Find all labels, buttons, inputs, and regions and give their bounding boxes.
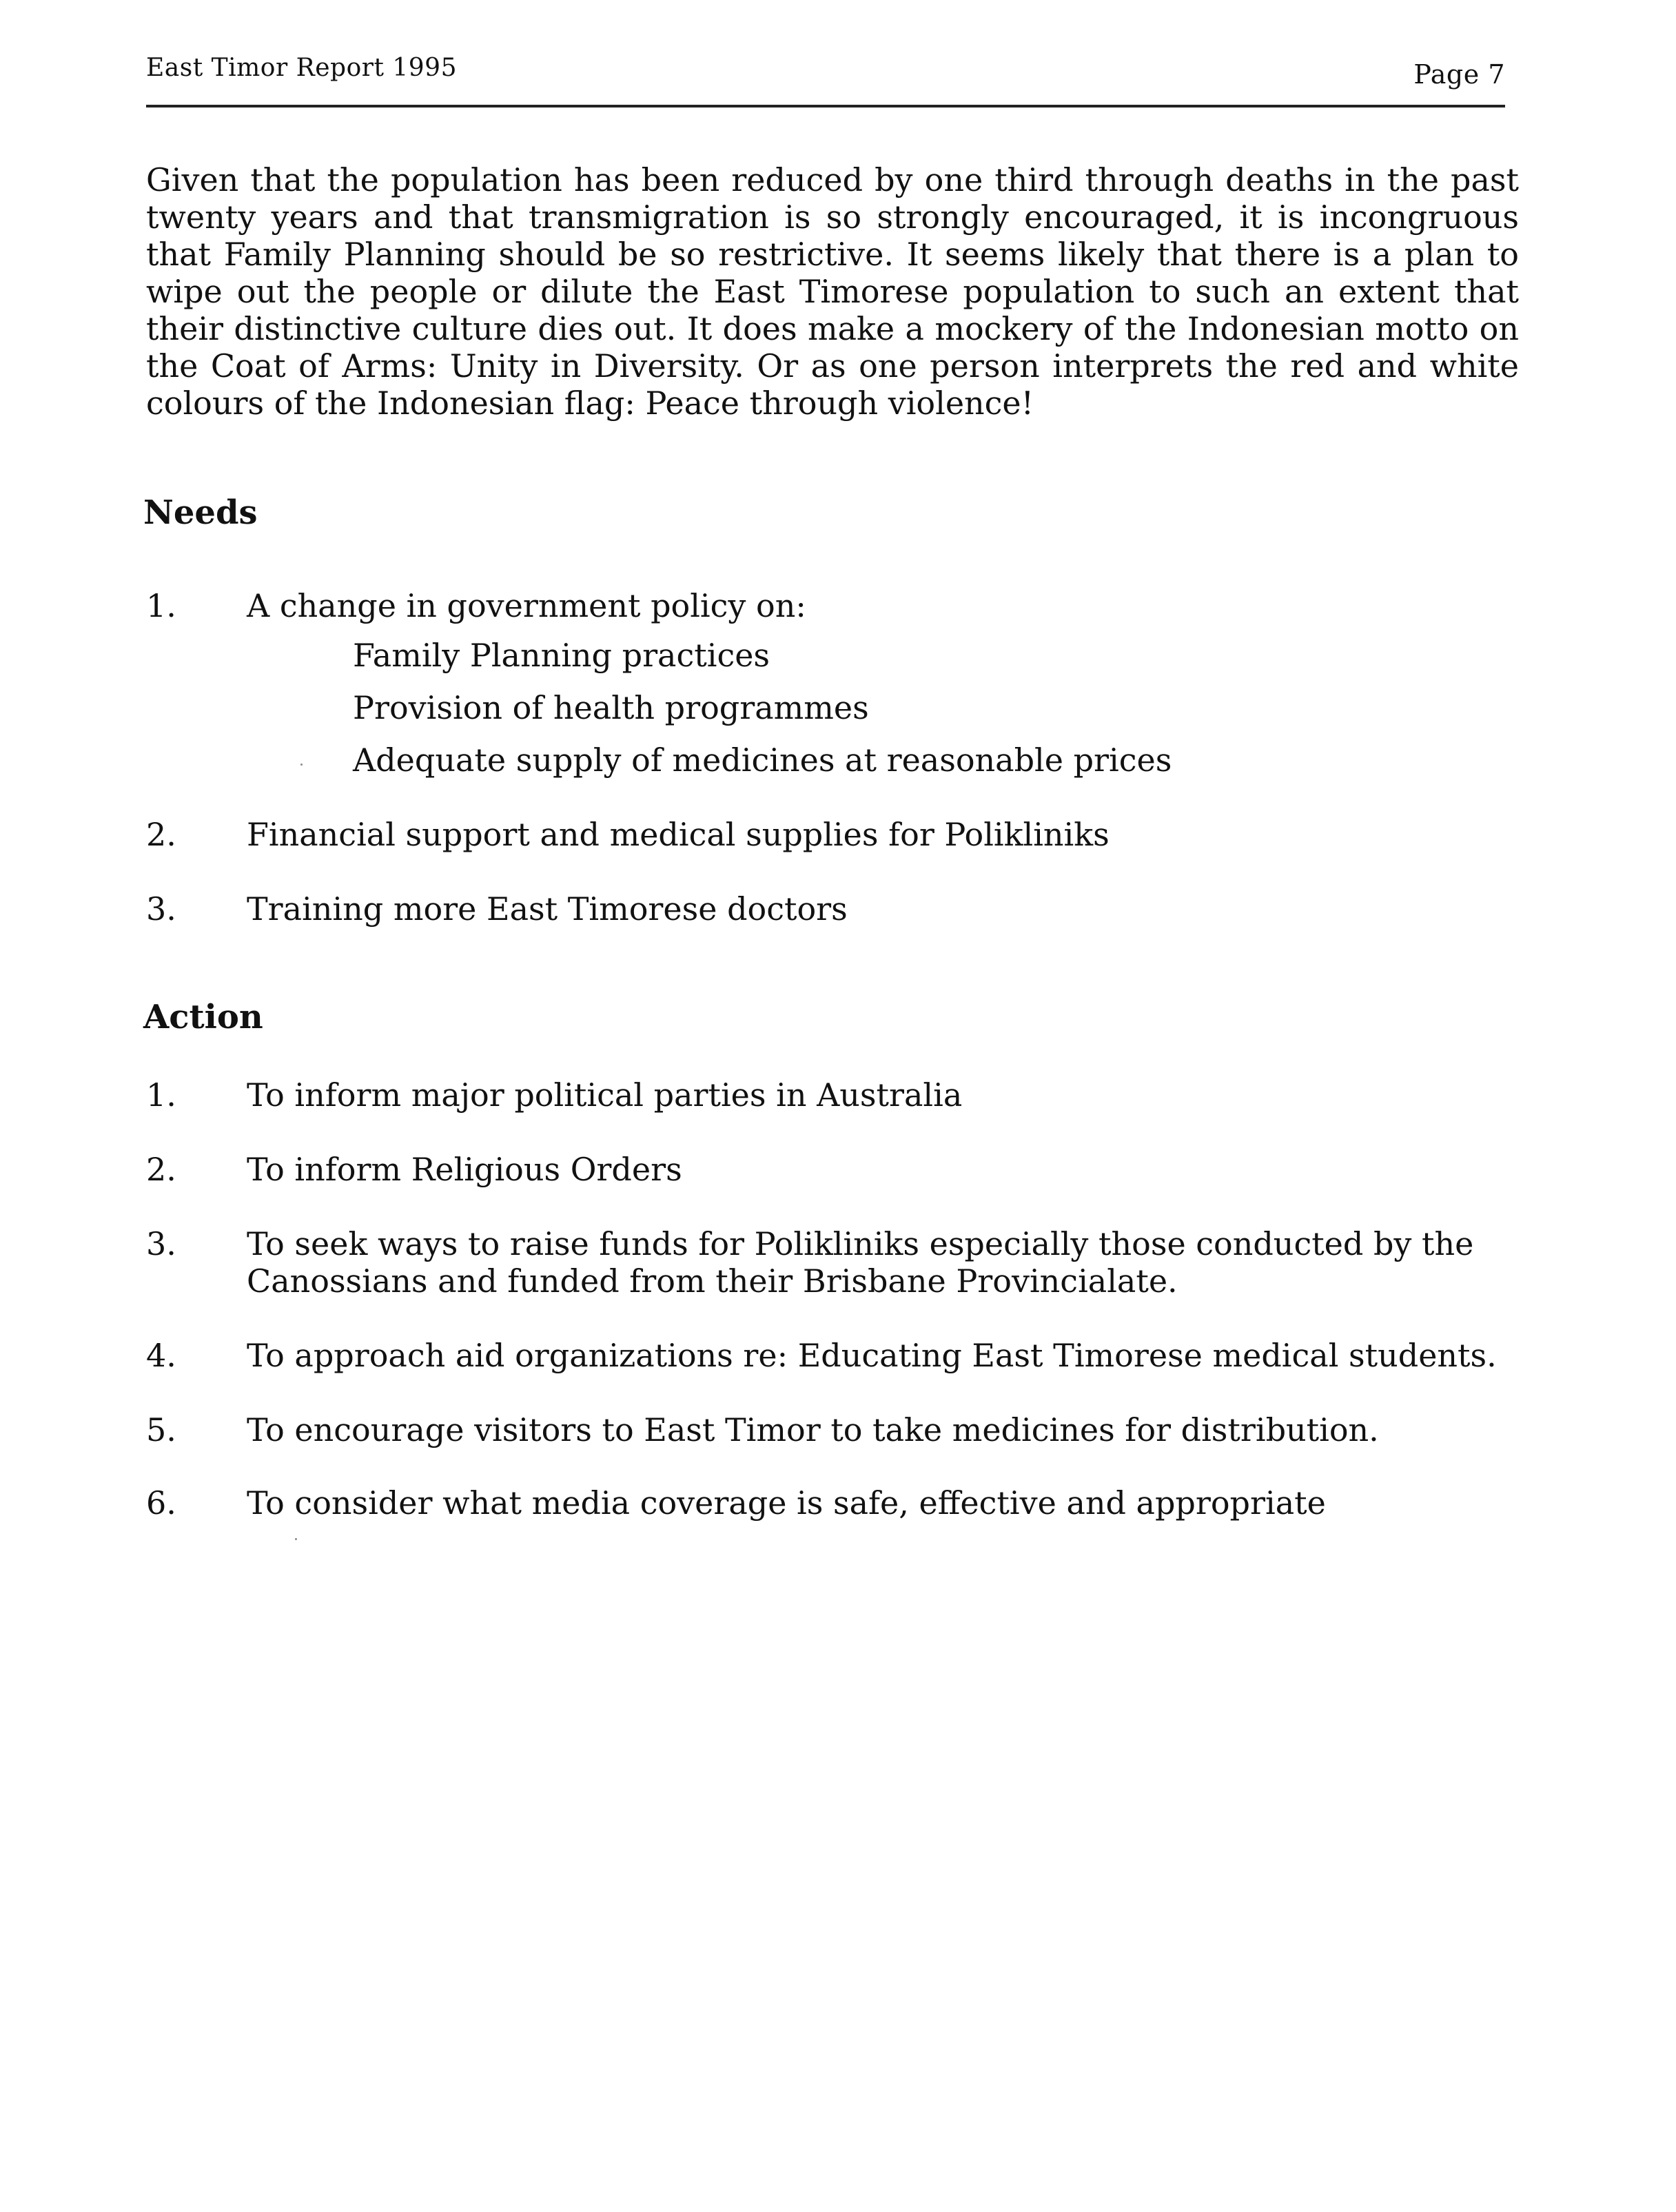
item-number: 2. xyxy=(146,1151,176,1188)
paragraph-line: the Coat of Arms: Unity in Diversity. Or as one person interprets the red and white xyxy=(146,347,1519,385)
item-number: 2. xyxy=(146,816,176,853)
item-text: To consider what media coverage is safe, effective and appropriate xyxy=(247,1484,1326,1522)
item-number: 3. xyxy=(146,1225,176,1262)
item-number: 5. xyxy=(146,1411,176,1448)
item-text: A change in government policy on: xyxy=(247,587,806,624)
scan-speck xyxy=(300,764,303,766)
paragraph-line: that Family Planning should be so restrictive. It seems likely that there is a plan to xyxy=(146,236,1519,273)
scan-speck xyxy=(295,1538,297,1540)
item-text: Financial support and medical supplies for Polikliniks xyxy=(247,816,1110,853)
needs-subitem: Adequate supply of medicines at reasonable prices xyxy=(353,741,1172,779)
item-number: 6. xyxy=(146,1484,176,1522)
item-text: To inform Religious Orders xyxy=(247,1151,682,1188)
item-text: To encourage visitors to East Timor to take medicines for distribution. xyxy=(247,1411,1379,1448)
page-number: Page 7 xyxy=(1413,59,1505,90)
item-text: To approach aid organizations re: Educating East Timorese medical students. xyxy=(247,1337,1497,1374)
item-text: To seek ways to raise funds for Polikliniks especially those conducted by the xyxy=(247,1225,1474,1262)
needs-heading: Needs xyxy=(143,493,258,532)
needs-subitem: Family Planning practices xyxy=(353,637,770,674)
paragraph-line: colours of the Indonesian flag: Peace through violence! xyxy=(146,385,1034,422)
page-header xyxy=(146,54,1505,107)
item-number: 3. xyxy=(146,890,176,928)
item-text: To inform major political parties in Australia xyxy=(247,1076,963,1114)
intro-paragraph xyxy=(146,161,1519,422)
action-heading: Action xyxy=(143,998,263,1036)
paragraph-line: Given that the population has been reduced by one third through deaths in the past xyxy=(146,161,1519,198)
item-text: Training more East Timorese doctors xyxy=(247,890,848,928)
item-text: Canossians and funded from their Brisbane Provincialate. xyxy=(247,1262,1178,1300)
needs-subitem: Provision of health programmes xyxy=(353,689,869,726)
paragraph-line: twenty years and that transmigration is so strongly encouraged, it is incongruous xyxy=(146,198,1519,236)
item-number: 4. xyxy=(146,1337,176,1374)
paragraph-line: their distinctive culture dies out. It does make a mockery of the Indonesian motto on xyxy=(146,310,1519,347)
item-number: 1. xyxy=(146,1076,176,1114)
report-title: East Timor Report 1995 xyxy=(146,54,457,82)
paragraph-line: wipe out the people or dilute the East Timorese population to such an extent that xyxy=(146,273,1519,310)
item-number: 1. xyxy=(146,587,176,624)
